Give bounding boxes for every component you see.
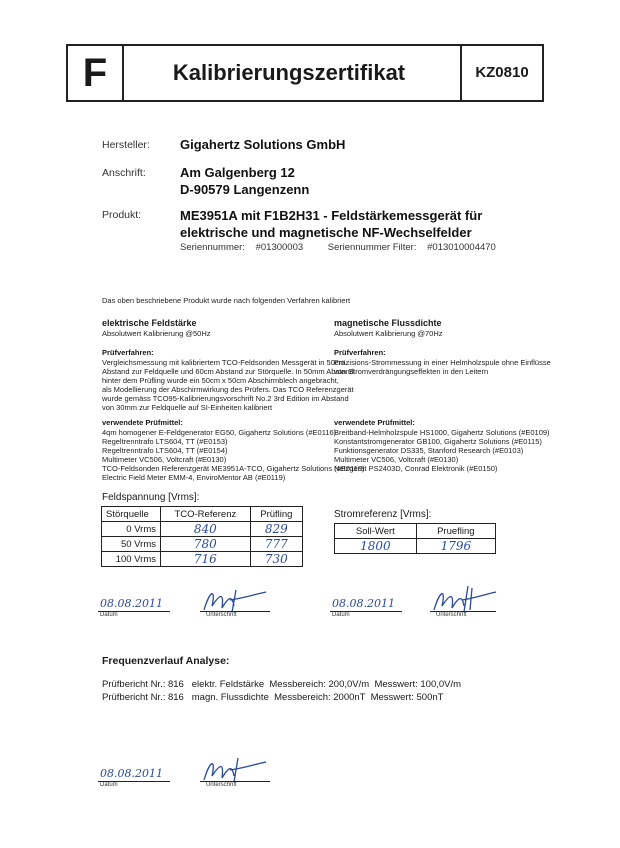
- current-reference-table: [334, 523, 496, 554]
- table-row: [102, 537, 303, 552]
- address-line1: Am Galgenberg 12: [180, 165, 295, 180]
- date-handwritten: 08.08.2011: [100, 767, 163, 780]
- table-cell: 50 Vrms: [102, 537, 161, 552]
- magnetic-equip-line: Funktionsgenerator DS335, Stanford Research (#E0103): [334, 446, 524, 455]
- date-label: Datum: [100, 782, 118, 788]
- electric-field-subtitle: Absolutwert Kalibrierung @50Hz: [102, 329, 211, 338]
- electric-equip-line: 4qm homogener E-Feldgenerator EG50, Gigahertz Solutions (#E0116): [102, 428, 337, 437]
- electric-equip-line: Multimeter VC506, Voltcraft (#E0130): [102, 455, 227, 464]
- electric-method-line: als Modellierung der Abschirmwirkung des Prüfers. Das TCO Referenzgerät: [102, 385, 354, 394]
- intro-text: Das oben beschriebene Produkt wurde nach folgenden Verfahren kalibriert: [102, 296, 351, 305]
- table-header: TCO-Referenz: [161, 507, 251, 522]
- handwritten-cell: 730: [250, 552, 302, 567]
- electric-equip-line: Regeltrenntrafo LTS604, TT (#E0154): [102, 446, 228, 455]
- serial-label: Seriennummer:: [180, 242, 245, 253]
- filter-serial-value: #013010004470: [427, 242, 496, 253]
- date-label: Datum: [100, 612, 118, 618]
- magnetic-flux-section: [334, 318, 551, 473]
- serial-row: [180, 242, 496, 253]
- table-header: Störquelle: [102, 507, 161, 522]
- magnetic-flux-title: magnetische Flussdichte: [334, 318, 442, 328]
- magnetic-equip-title: verwendete Prüfmittel:: [334, 418, 415, 427]
- date-handwritten: 08.08.2011: [332, 597, 395, 610]
- electric-equip-line: TCO-Feldsonden Referenzgerät ME3951A-TCO, Gigahertz Solutions (#E0118): [102, 464, 365, 473]
- electric-equip-line: Electric Field Meter EMM-4, EnviroMentor AB (#E0119): [102, 473, 286, 482]
- form-letter: F: [68, 46, 124, 100]
- field-table-caption: Feldspannung [Vrms]:: [102, 492, 200, 503]
- signature-label: Unterschrift: [436, 612, 467, 618]
- table-header-row: [102, 507, 303, 522]
- handwritten-cell: 829: [250, 522, 302, 537]
- electric-method-line: hinter dem Prüfling wurde ein 50cm x 50cm Abschirmblech angebracht,: [102, 376, 339, 385]
- current-table-caption: Stromreferenz [Vrms]:: [334, 509, 432, 520]
- handwritten-cell: 840: [161, 522, 251, 537]
- page-title: Kalibrierungszertifikat: [172, 60, 406, 85]
- magnetic-method-line: von Stromverdrängungseffekten in den Leitern: [334, 367, 489, 376]
- table-header-row: [335, 524, 496, 539]
- magnetic-equip-line: Konstantstromgenerator GB100, Gigahertz Solutions (#E0115): [334, 437, 542, 446]
- date-label: Datum: [332, 612, 350, 618]
- handwritten-cell: 777: [250, 537, 302, 552]
- handwritten-cell: 1796: [416, 539, 495, 554]
- electric-method-line: von 30mm zur Feldquelle auf SI-Einheiten kalibriert: [102, 403, 273, 412]
- date-handwritten: 08.08.2011: [100, 597, 163, 610]
- magnetic-equip-line: Netzgerät PS2403D, Conrad Elektronik (#E0150): [334, 464, 498, 473]
- manufacturer-value: Gigahertz Solutions GmbH: [180, 137, 346, 152]
- frequency-title: Frequenzverlauf Analyse:: [102, 655, 230, 667]
- handwritten-cell: 780: [161, 537, 251, 552]
- frequency-report-line: Prüfbericht Nr.: 816 elektr. Feldstärke Messbereich: 200,0V/m Messwert: 100,0V/m: [102, 679, 462, 690]
- table-cell: 100 Vrms: [102, 552, 161, 567]
- electric-method-line: Abstand zur Feldquelle und 60cm Abstand zur Störquelle. In 50mm Abstand: [102, 367, 354, 376]
- electric-equip-title: verwendete Prüfmittel:: [102, 418, 183, 427]
- product-line2: elektrische und magnetische NF-Wechselfelder: [180, 225, 472, 240]
- certificate-header: [66, 44, 544, 102]
- table-cell: 0 Vrms: [102, 522, 161, 537]
- table-header: Soll-Wert: [335, 524, 417, 539]
- magnetic-flux-subtitle: Absolutwert Kalibrierung @70Hz: [334, 329, 443, 338]
- table-row: [335, 539, 496, 554]
- filter-serial-label: Seriennummer Filter:: [327, 242, 417, 253]
- electric-equip-line: Regeltrenntrafo LTS604, TT (#E0153): [102, 437, 228, 446]
- magnetic-equip-line: Breitband-Helmholzspule HS1000, Gigahertz Solutions (#E0109): [334, 428, 550, 437]
- table-row: [102, 552, 303, 567]
- table-row: [102, 522, 303, 537]
- magnetic-method-title: Prüfverfahren:: [334, 348, 386, 357]
- frequency-report-line: Prüfbericht Nr.: 816 magn. Flussdichte Messbereich: 2000nT Messwert: 500nT: [102, 692, 444, 703]
- magnetic-method-line: Präzisions-Strommessung in einer Helmholzspule ohne Einflüsse: [334, 358, 551, 367]
- electric-method-title: Prüfverfahren:: [102, 348, 154, 357]
- address-line2: D-90579 Langenzenn: [180, 182, 310, 197]
- signature-label: Unterschrift: [206, 782, 237, 788]
- address-label: Anschrift:: [102, 167, 146, 179]
- serial-value: #01300003: [255, 242, 304, 253]
- table-header: Prüfling: [250, 507, 302, 522]
- electric-method-line: wurde gemäss TCO95-Kalibrierungsvorschrift No.2 3rd Edition im Abstand: [102, 394, 349, 403]
- handwritten-cell: 716: [161, 552, 251, 567]
- field-voltage-table: [101, 506, 303, 567]
- magnetic-equip-line: Multimeter VC506, Voltcraft (#E0130): [334, 455, 459, 464]
- table-header: Pruefling: [416, 524, 495, 539]
- signature-label: Unterschrift: [206, 612, 237, 618]
- product-line1: ME3951A mit F1B2H31 - Feldstärkemessgerät für: [180, 208, 483, 223]
- certificate-code: KZ0810: [460, 46, 542, 100]
- handwritten-cell: 1800: [335, 539, 417, 554]
- product-label: Produkt:: [102, 209, 142, 221]
- electric-method-line: Vergleichsmessung mit kalibriertem TCO-Feldsonden Messgerät in 50cm: [102, 358, 345, 367]
- manufacturer-label: Hersteller:: [102, 139, 150, 151]
- electric-field-section: [102, 318, 365, 482]
- electric-field-title: elektrische Feldstärke: [102, 318, 197, 328]
